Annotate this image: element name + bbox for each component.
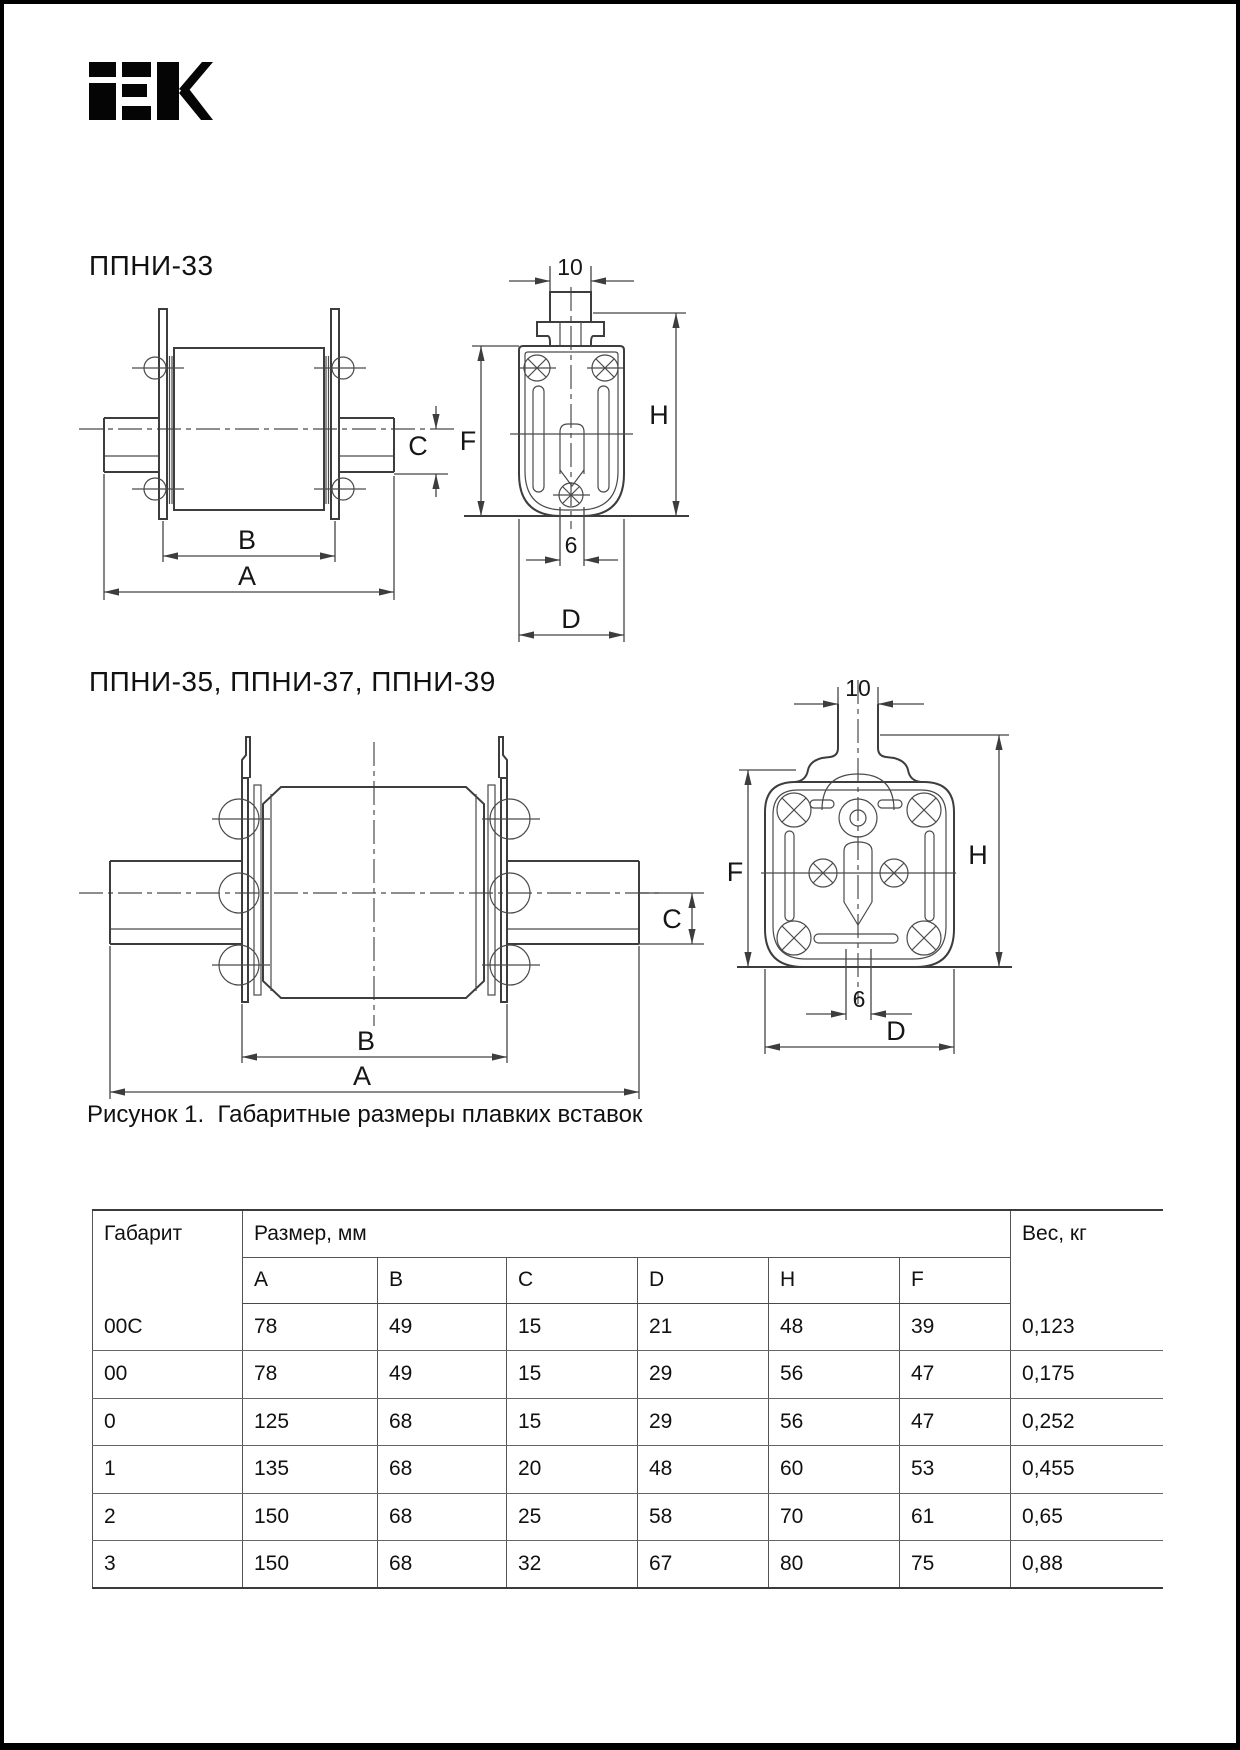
col-header-weight: Вес, кг [1011, 1210, 1163, 1303]
col-header-a: A [243, 1257, 378, 1303]
dim-label-h: H [649, 400, 669, 430]
table-row [93, 1493, 1163, 1541]
drawing-title-ppni-35-37-39: ППНИ-35, ППНИ-37, ППНИ-39 [89, 666, 496, 697]
table-row [93, 1446, 1163, 1494]
table-cell: 68 [378, 1446, 507, 1494]
ppni-33-front-view [454, 229, 704, 649]
table-cell: 39 [900, 1303, 1011, 1351]
table-cell: 00 [93, 1351, 243, 1399]
table-cell: 68 [378, 1493, 507, 1541]
dim-label-c: C [662, 904, 682, 934]
table-cell: 70 [769, 1493, 900, 1541]
table-cell: 56 [769, 1351, 900, 1399]
table-cell: 15 [507, 1351, 638, 1399]
table-cell: 0,123 [1011, 1303, 1163, 1351]
table-cell: 0 [93, 1398, 243, 1446]
table-cell: 68 [378, 1541, 507, 1589]
table-cell: 49 [378, 1351, 507, 1399]
table-cell: 47 [900, 1351, 1011, 1399]
col-header-h: H [769, 1257, 900, 1303]
dim-label-f: F [726, 857, 744, 887]
col-header-size: Габарит [93, 1210, 243, 1303]
drawing-title-ppni-33: ППНИ-33 [89, 250, 214, 281]
table-cell: 125 [243, 1398, 378, 1446]
ppni-35-front-view [644, 669, 1029, 1061]
dimensions-table [92, 1209, 1163, 1589]
dim-label-f: F [459, 426, 477, 456]
dim-label-10: 10 [845, 675, 871, 701]
dim-label-c: C [408, 431, 428, 461]
table-cell: 0,252 [1011, 1398, 1163, 1446]
table-cell: 78 [243, 1351, 378, 1399]
dim-label-b: B [237, 525, 257, 555]
table-cell: 29 [638, 1351, 769, 1399]
table-cell: 3 [93, 1541, 243, 1589]
col-header-f: F [900, 1257, 1011, 1303]
table-cell: 0,88 [1011, 1541, 1163, 1589]
table-cell: 25 [507, 1493, 638, 1541]
dim-label-10: 10 [557, 254, 583, 280]
table-cell: 53 [900, 1446, 1011, 1494]
table-cell: 0,455 [1011, 1446, 1163, 1494]
table-row [93, 1541, 1163, 1589]
dim-label-h: H [968, 840, 988, 870]
table-row [93, 1398, 1163, 1446]
table-cell: 58 [638, 1493, 769, 1541]
dim-label-6: 6 [852, 986, 866, 1012]
iek-logo [89, 62, 213, 120]
figure-caption: Рисунок 1. Габаритные размеры плавких вставок [87, 1101, 643, 1128]
table-cell: 60 [769, 1446, 900, 1494]
table-cell: 15 [507, 1303, 638, 1351]
table-cell: 21 [638, 1303, 769, 1351]
table-cell: 150 [243, 1493, 378, 1541]
table-cell: 48 [769, 1303, 900, 1351]
table-cell: 15 [507, 1398, 638, 1446]
table-cell: 135 [243, 1446, 378, 1494]
table-cell: 48 [638, 1446, 769, 1494]
table-cell: 29 [638, 1398, 769, 1446]
dim-label-a: A [352, 1061, 372, 1091]
table-cell: 56 [769, 1398, 900, 1446]
table-cell: 49 [378, 1303, 507, 1351]
table-cell: 1 [93, 1446, 243, 1494]
table-row [93, 1351, 1163, 1399]
dim-label-b: B [356, 1026, 376, 1056]
table-cell: 68 [378, 1398, 507, 1446]
dim-label-d: D [886, 1016, 906, 1046]
table-cell: 0,65 [1011, 1493, 1163, 1541]
table-row [93, 1303, 1163, 1351]
table-cell: 61 [900, 1493, 1011, 1541]
table-cell: 47 [900, 1398, 1011, 1446]
col-header-dim-group: Размер, мм [243, 1210, 1011, 1257]
dim-label-d: D [561, 604, 581, 634]
table-cell: 2 [93, 1493, 243, 1541]
table-cell: 78 [243, 1303, 378, 1351]
table-cell: 80 [769, 1541, 900, 1589]
ppni-35-side-view [74, 719, 719, 1109]
table-cell: 150 [243, 1541, 378, 1589]
dim-label-a: A [237, 561, 257, 591]
table-cell: 75 [900, 1541, 1011, 1589]
table-cell: 20 [507, 1446, 638, 1494]
dim-label-6: 6 [564, 532, 578, 558]
table-cell: 00C [93, 1303, 243, 1351]
col-header-c: C [507, 1257, 638, 1303]
col-header-b: B [378, 1257, 507, 1303]
table-cell: 0,175 [1011, 1351, 1163, 1399]
ppni-33-side-view [74, 284, 469, 614]
table-cell: 32 [507, 1541, 638, 1589]
col-header-d: D [638, 1257, 769, 1303]
table-cell: 67 [638, 1541, 769, 1589]
